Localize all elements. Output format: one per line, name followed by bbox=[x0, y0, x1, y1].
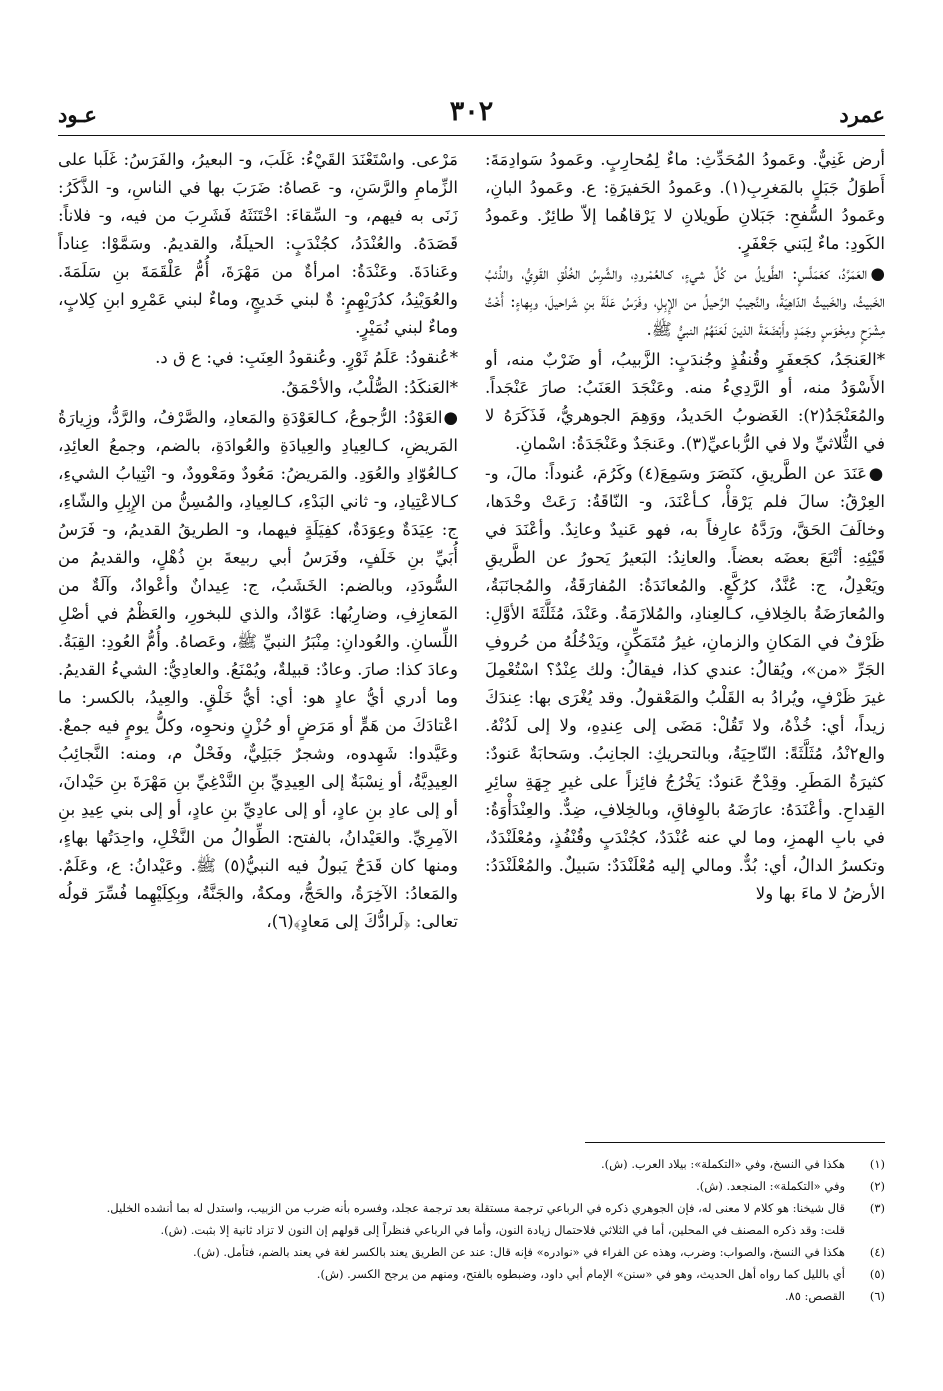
footnote bbox=[58, 1241, 885, 1263]
footnote-number: (٤) bbox=[869, 1245, 885, 1259]
column-right bbox=[485, 146, 885, 1128]
footnote bbox=[58, 1263, 885, 1285]
footnote bbox=[58, 1285, 885, 1307]
footnote-number: (٣) bbox=[869, 1201, 885, 1215]
page-header bbox=[58, 96, 885, 136]
footnote-number: (٢) bbox=[869, 1179, 885, 1193]
footnote bbox=[58, 1197, 885, 1241]
column-left bbox=[58, 146, 458, 1128]
footnote bbox=[58, 1175, 885, 1197]
entry-paragraph: *العَنكَدُ: الصُّلْبُ، والأحْمَقُ. bbox=[280, 378, 458, 397]
entry-paragraph: ●عَنَدَ عن الطَّريقِ، كنَصَرَ وسَمِعَ(٤) وكَرُمَ، عُنوداً: مالَ، و- العِرْقُ: سالَ فلم يَرْقأْ، كـأعْنَدَ، و- النّاقَةُ: رَعَتْ وحْدَها، وخالَفَ الحَقَّ، ورَدَّهُ عارِفاً به، فهو عَنيدٌ وعانِدٌ. وأعْنَدَ في قَيْئِهِ: أتْبَعَ بعضَه بعضاً. والعانِدُ: البَعيرُ يَحورُ عن الطَّريقِ ويَعْدِلُ، ج: عُنَّدٌ، كرُكَّعٍ. والمُعانَدَةُ: المُفارَقَةُ، والمُجانَبَةُ، والمُعارَضَةُ بالخِلافِ، كـالعِنادِ، والمُلازَمَةُ. وعَنْدَ، مُثَلَّثَةَ الأوَّلِ: ظَرْفٌ في المَكانِ والزمانِ، غيرُ مُتَمَكِّنٍ، ويَدْخُلُهُ من حُروفِ الجَرِّ «من»، ويُقالُ: عندي كذا، فيقالُ: ولك عِنْدٌ؟ اسْتُعْمِلَ غيرَ ظَرْفٍ، ويُرادُ به القَلْبُ والمَعْقولُ. وقد يُغْرَى بها: عِندَكَ زيداً، أي: خُذْهُ، ولا تَقُلْ: مَضَى إلى عِندِهِ، ولا إلى لَدُنْهُ. والع٢نْدُ، مُثَلَّثَةً: النّاحِيَةُ، وبالتحريكِ: الجانِبُ. وسَحابَةٌ عَنودٌ: كثيرَةُ المَطَرِ. وقِدْحٌ عَنودٌ: يَخْرُجُ فائِزاً على غيرِ جِهَةِ سائِرِ القِداحِ. وأعْنَدَهُ: عارَضَهُ بالوِفاقِ، وبالخِلافِ، ضِدٌّ. والعِنْدَأْوَةُ: في بابِ الهمزِ، وما لي عنه عُنْدَدٌ، كجُنْدَبٍ وقُنْفُذٍ، ومُعْلَنْدَدٌ، وتكسرُ الدالُ، أي: بُدٌّ. ومالي إليه مُعْلَنْدَدٌ: سَبيلٌ. والمُعْلَنْدَدُ: الأرضُ لا ماءَ بها ولا bbox=[485, 464, 885, 903]
footnote-text-continued: قلت: وقد ذكره المصنف في المحلين، أما في الثلاثي فلاحتمال زيادة النون، وأما في الرباعي فنظراً إلى قولهم إن النون لا تزاد ثانية إلا بثبت. (ش). bbox=[160, 1223, 845, 1237]
entry-paragraph: مَرْعى. واسْتَعْنَدَ القَيْءُ: غَلَبَ، و- البعيرُ، والفَرَسُ: غَلَبا على الزِّمامِ والرَّسَنِ، و- عَصاهُ: ضَرَبَ بها في الناسِ، و- الذَّكَرُ: زَنَى به فيهم، و- السِّقاءَ: اخْتَنَثَهُ فَشَرِبَ من فيه، و- فلاناً: قَصَدَهُ. والعُنْدَدُ، كجُنْدَبٍ: الحيلَةُ، والقديمُ. وسَمَّوْا: عِناداً وعَنادَةَ. وعَنْدَةُ: امرأةٌ من مَهْرَةَ، أُمُّ عَلْقَمَةَ بنِ سَلَمَةَ. والعُوَيْنِدُ، كدُرَيْهِمٍ: ةٌ لبني خَديجٍ، وماءٌ لبني عَمْرِو ابنِ كِلابٍ، وماءٌ لبني نُمَيْرٍ. bbox=[58, 150, 458, 337]
text-columns bbox=[58, 146, 885, 1128]
footnote-number: (٦) bbox=[869, 1289, 885, 1303]
footnote-number: (٥) bbox=[869, 1267, 885, 1281]
entry-paragraph: أرض غَنِيٌّ. وعَمودُ المُحَدِّثِ: ماءٌ لِمُحارِبٍ. وعَمودُ سَوادِمَةَ: أَطوَلُ جَبَلٍ بالمَغرِبِ(١). وعَمودُ الحَفيرَةِ: ع. وعَمودُ البانِ، وعَمودُ السُّفحِ: جَبَلانِ طَويلانِ لا يَرْقاهُما إلاّ طائِرٌ. وعَمودُ الكَودِ: ماءٌ لِبَني جَعْفَرٍ. bbox=[485, 150, 885, 253]
entry-paragraph: ●العَمَرَّدُ، كعَمَلَّسٍ: الطَّويلُ من كُلِّ شيءٍ، كـالعُمْرودِ، والشَّرِسُ الخُلُقِ القَوِيُّ، والذِّئبُ الخَبيثُ، والخَبيثُ الدّاهِيَةُ، والنَّجيبُ الرَّحيلُ من الإِبِلِ، وفَرَسُ عَلَةَ بنِ شَراحيلَ، وبِهاءٍ: أُخْتُ مِشْرَحٍ ومِخْوَسٍ وجَمَدٍ وأَبْضَعَةَ الذينَ لَعَنَهُمُ النبيُّ ﷺ. bbox=[485, 264, 885, 339]
entry-paragraph: *عُنقودُ: عَلَمُ ثَوْرٍ. وعُنقودُ العِنَبِ: في: ع ق د. bbox=[155, 348, 458, 367]
entry-paragraph: *العَنجَدُ، كجَعفَرٍ وقُنفُذٍ وجُندَبٍ: الزَّبيبُ، أو ضَرْبٌ منه، أو الأَسْوَدُ منه، أو الرَّدِيءُ منه. وعَنْجَدَ العَنَبُ: صارَ عَنْجَداً. والمُعَنْجَدُ(٢): الغَضوبُ الحَديدُ، ووَهِمَ الجوهريُّ، فَذَكَرَهُ لا في الثُّلاثيِّ ولا في الرُّباعيِّ(٣). وعَنجَدٌ وعَنْجَدَةُ: اسْمانِ. bbox=[485, 350, 885, 453]
footnote-text: هكذا في النسخ، والصواب: وضرب، وهذه عن الفراء في «نوادره» فإنه قال: عند عن الطريق يعند بالكسر لغة في يعند بالضم، فتأمل. (ش). bbox=[193, 1245, 845, 1259]
footnote bbox=[58, 1153, 885, 1175]
entry-paragraph: ●العَوْدُ: الرُّجوعُ، كـالعَوْدَةِ والمَعادِ، والصَّرْفُ، والرَّدُّ، وزِيارَةُ المَريضِ، كـالعِيادِ والعِيادَةِ والعُوادَةِ، بالضم، وجمعُ العائِدِ، كـالعُوّادِ والعُوَدِ. والمَريضُ: مَعُودٌ ومَعْوودٌ، و- انْتِيابُ الشيءِ، كـالاعْتِيادِ، و- ثاني البَدْءِ، كـالعِيادِ، والمُسِنُّ من الإِبِلِ والشّاءِ، ج: عِيَدَةٌ وعِوَدَةٌ، كفِيَلَةٍ فيهما، و- الطريقُ القديمُ، و- فَرَسُ أُبَيِّ بنِ خَلَفٍ، وفَرَسُ أبي ربيعةَ بنِ ذُهْلٍ، والقديمُ من السُّودَدِ، وبالضم: الخَشَبُ، ج: عِيدانٌ وأعْوادٌ، وآلَةٌ من المَعازِفِ، وضارِبُها: عَوّادٌ، والذي للبخورِ، والعَظْمُ في أصْلِ اللِّسانِ. والعُودانِ: مِنْبَرُ النبيِّ ﷺ، وعَصاهُ. وأُمُّ العُودِ: القِبَةُ. وعادَ كذا: صارَ. وعادٌ: قبيلةٌ، ويُمْنَعُ. والعادِيُّ: الشيءُ القديمُ. وما أدري أيُّ عادٍ هو: أي: أيُّ خَلْقٍ. والعِيدُ، بالكسر: ما اعْتادَكَ من هَمٍّ أو مَرَضٍ أو حُزْنٍ ونحوِه، وكلُّ يومٍ فيه جمعٌ. وعَيَّدوا: شَهِدوه، وشجرٌ جَبَلِيٌّ، وفَحْلٌ م، ومنه: النَّجائِبُ العِيدِيَّةُ، أو نِسْبَةٌ إلى العِيدِيِّ بنِ النَّدْغِيِّ بنِ مَهْرَةَ بنِ حَيْدانَ، أو إلى عادِ بنِ عادٍ، أو إلى عادِيِّ بنِ عادٍ، أو إلى بني عِيدِ بنِ الآمِرِيِّ. والعَيْدانُ، بالفتح: الطِّوالُ من النَّخْلِ، واحِدَتُها بهاءٍ، ومنها كان قَدَحٌ يَبولُ فيه النبيُّ(٥) ﷺ. وعَيْدانُ: ع، وعَلَمٌ. والمَعادُ: الآخِرَةُ، والحَجُّ، ومكةُ، والجَنَّةُ، وبِكِلَيْهِما فُسِّرَ قولُه تعالى: ﴿لَرادُّكَ إلى مَعادٍ﴾(٦)، bbox=[58, 408, 458, 931]
footnotes bbox=[58, 1153, 885, 1307]
header-right-keyword: عمرد bbox=[839, 102, 885, 127]
footnote-text: القصص: ٨٥. bbox=[784, 1289, 845, 1303]
page-number: ٣٠٢ bbox=[449, 96, 494, 127]
footnote-rule bbox=[585, 1142, 885, 1143]
footnote-text: قال شيخنا: هو كلام لا معنى له، فإن الجوهري ذكره في الرباعي ترجمة مستقلة بعد ترجمة عجلد، وفسره بأنه ضرب من الزبيب، واستدل له بما أنشده الخليل. bbox=[106, 1201, 845, 1215]
header-left-keyword: عـود bbox=[58, 102, 97, 127]
footnote-text: وفي «التكملة»: المنجعد. (ش). bbox=[696, 1179, 845, 1193]
footnote-text: أي بالليل كما رواه أهل الحديث، وهو في «سنن» الإمام أبي داود، وضبطوه بالفتح، ومنهم من يرجح الكسر. (ش). bbox=[316, 1267, 845, 1281]
footnote-text: هكذا في النسخ، وفي «التكملة»: بيلاد العرب. (ش). bbox=[601, 1157, 845, 1171]
footnote-number: (١) bbox=[869, 1157, 885, 1171]
header-rule bbox=[58, 135, 885, 136]
